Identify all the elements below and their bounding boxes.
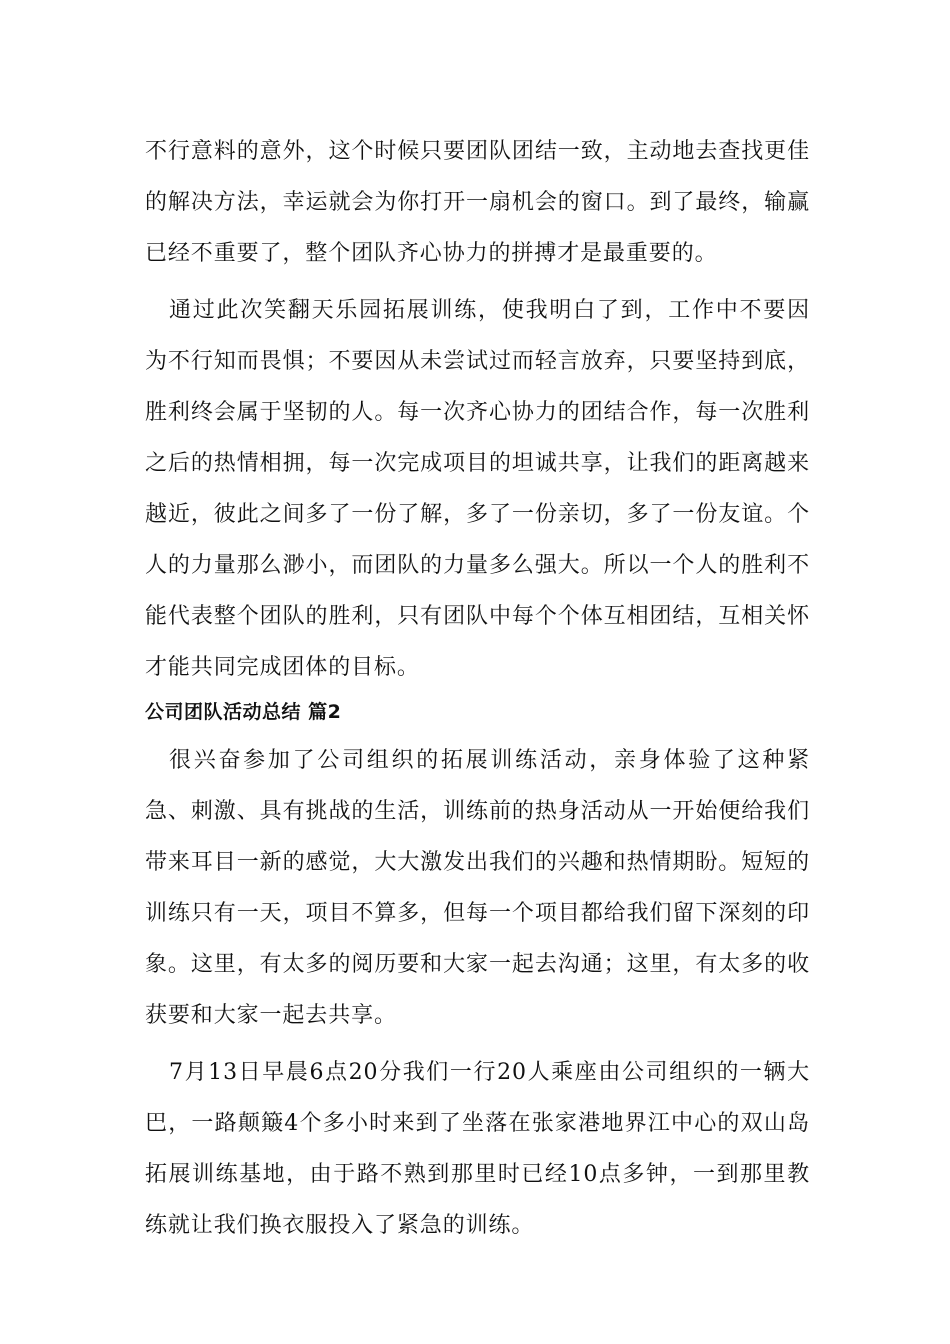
paragraph-intro: 很兴奋参加了公司组织的拓展训练活动，亲身体验了这种紧急、刺激、具有挑战的生活，训练前的热身活动从一开始便给我们带来耳目一新的感觉，大大激发出我们的兴趣和热情期盼。短短的训练只有一天，项目不算多，但每一个项目都给我们留下深刻的印象。这里，有太多的阅历要和大家一起去沟通；这里，有太多的收获要和大家一起去共享。: [145, 748, 810, 1028]
paragraph-trip-details: 7月13日早晨6点20分我们一行20人乘座由公司组织的一辆大巴，一路颠簸4个多小时来到了坐落在张家港地界江中心的双山岛拓展训练基地，由于路不熟到那里时已经10点多钟，一到那里教练就让我们换衣服投入了紧急的训练。: [145, 1060, 810, 1238]
section-heading: 公司团队活动总结 篇2: [145, 701, 342, 723]
paragraph-training-reflection: 通过此次笑翻天乐园拓展训练，使我明白了到，工作中不要因为不行知而畏惧；不要因从未尝试过而轻言放弃，只要坚持到底，胜利终会属于坚韧的人。每一次齐心协力的团结合作，每一次胜利之后的热情相拥，每一次完成项目的坦诚共享，让我们的距离越来越近，彼此之间多了一份了解，多了一份亲切，多了一份友谊。个人的力量那么渺小，而团队的力量多么强大。所以一个人的胜利不能代表整个团队的胜利，只有团队中每个个体互相团结，互相关怀才能共同完成团体的目标。: [145, 298, 810, 680]
document-body: [145, 126, 810, 1251]
paragraph-continuation: 不行意料的意外，这个时候只要团队团结一致，主动地去查找更佳的解决方法，幸运就会为你打开一扇机会的窗口。到了最终，输赢已经不重要了，整个团队齐心协力的拼搏才是最重要的。: [145, 139, 810, 266]
